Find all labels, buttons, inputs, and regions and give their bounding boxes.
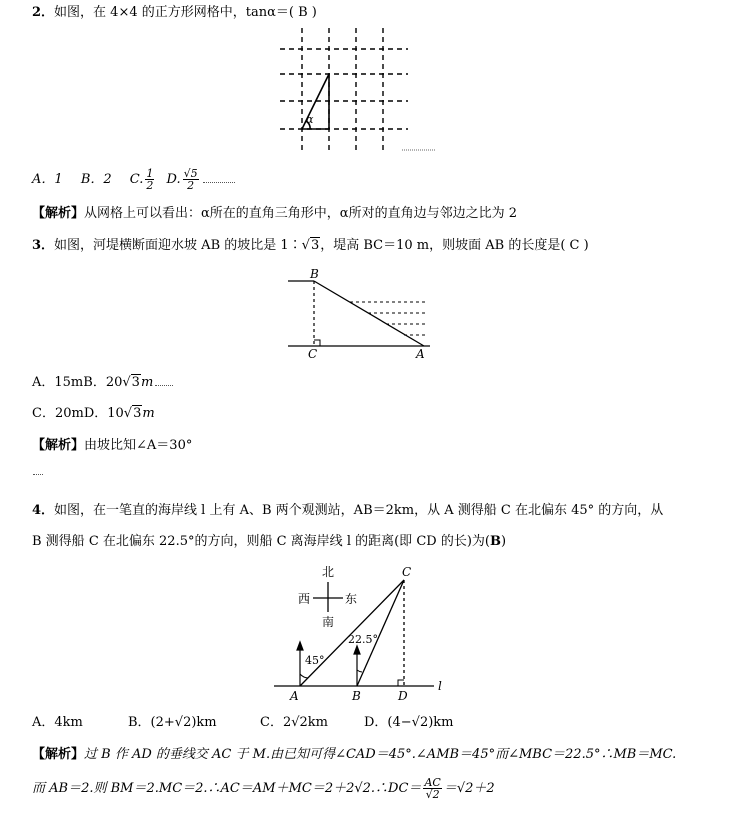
- decorative-squiggle: [33, 474, 43, 475]
- q3-analysis-label: 【解析】: [32, 438, 85, 453]
- q4-analysis-den: √2: [425, 788, 440, 801]
- q4-option-c[interactable]: C．2√2km: [260, 715, 328, 730]
- q2-stem: 如图，在 4×4 的正方形网格中，tanα＝( B ): [54, 5, 317, 20]
- q3-stem-line: 3．如图，河堤横断面迎水坡 AB 的坡比是 1∶√3，堤高 BC＝10 m，则坡面 AB 的长度是( C ): [32, 238, 589, 253]
- q2-opt-c-num: 1: [146, 167, 154, 180]
- q4-label-d: D: [398, 689, 408, 703]
- q3-options-ab: [32, 374, 173, 392]
- q3-analysis: [32, 437, 192, 455]
- q4-coast-figure: [272, 562, 452, 708]
- q4-stem-line-1: [32, 502, 663, 520]
- q3-option-a[interactable]: A．15m: [32, 375, 84, 390]
- q4-option-b[interactable]: B．(2+√2)km: [128, 715, 217, 730]
- q2-alpha-label: α: [306, 113, 314, 126]
- q3-option-c[interactable]: C．20m: [32, 406, 84, 421]
- q3-options-cd: [32, 405, 155, 423]
- q3-stem-a: 如图，河堤横断面迎水坡 AB 的坡比是 1∶: [54, 238, 302, 253]
- q2-option-a[interactable]: A．1: [32, 172, 63, 187]
- q3-label-a: A: [416, 347, 425, 361]
- q3-number: 3．: [32, 238, 55, 253]
- q3-option-d[interactable]: D．10√3m: [83, 406, 155, 421]
- q4-analysis-1: 过 B 作 AD 的垂线交 AC 于 M.由已知可得∠CAD＝45°.∠AMB＝45°而∠MBC＝22.5°∴MB＝MC.: [84, 747, 677, 762]
- q4-stem-1: 如图，在一笔直的海岸线 l 上有 A、B 两个观测站，AB＝2km，从 A 测得船 C 在北偏东 45° 的方向，从: [54, 503, 664, 518]
- q2-analysis: [32, 205, 517, 223]
- q4-answer: B: [489, 534, 501, 549]
- q4-stem-2a: B 测得船 C 在北偏东 22.5°的方向，则船 C 离海岸线 l 的距离(即 CD 的长)为(: [32, 534, 490, 549]
- q4-option-a[interactable]: A．4km: [32, 715, 83, 730]
- q4-option-d[interactable]: D．(4−√2)km: [364, 715, 454, 730]
- q3-stem-b: ，堤高 BC＝10 m，则坡面 AB 的长度是( C ): [320, 238, 589, 253]
- q2-analysis-text: 从网格上可以看出：α所在的直角三角形中，α所对的直角边与邻边之比为 2: [84, 206, 517, 221]
- q4-options: [32, 714, 454, 732]
- q2-options: [32, 165, 235, 195]
- q4-analysis-2b: ＝√2＋2: [443, 781, 495, 796]
- q4-angle-225: 22.5°: [348, 633, 378, 646]
- q4-label-l: l: [438, 679, 442, 693]
- q3-label-c: C: [308, 347, 318, 361]
- q2-option-d[interactable]: D. $\frac{√5}{2}$: [166, 167, 198, 192]
- q2-opt-d-den: 2: [187, 179, 195, 192]
- q4-analysis-label: 【解析】: [32, 747, 85, 762]
- q2-opt-c-den: 2: [146, 179, 154, 192]
- q2-stem-line: [32, 4, 317, 22]
- q4-analysis-2a: 而 AB＝2.则 BM＝2.MC＝2.∴AC＝AM＋MC＝2＋2√2.∴DC＝: [32, 781, 422, 796]
- q3-analysis-text: 由坡比知∠A＝30°: [84, 438, 193, 453]
- q3-stem-sqrt: 3: [310, 238, 320, 253]
- q4-analysis-line-1: [32, 746, 676, 764]
- q4-analysis-num: AC: [424, 776, 441, 789]
- q3-label-b: B: [310, 267, 319, 281]
- q4-west: 西: [298, 592, 311, 606]
- q2-number: 2．: [32, 5, 55, 20]
- q4-stem-line-2: B 测得船 C 在北偏东 22.5°的方向，则船 C 离海岸线 l 的距离(即 CD 的长)为(B): [32, 534, 507, 549]
- q2-analysis-label: 【解析】: [32, 206, 85, 221]
- q4-number: 4．: [32, 503, 55, 518]
- q2-option-c[interactable]: C. $\frac{1}{2}$: [129, 167, 154, 192]
- q3-option-b[interactable]: B．20√3m: [83, 375, 154, 390]
- q4-analysis-line-2: [32, 774, 495, 804]
- q4-east: 东: [345, 592, 358, 606]
- q4-label-b: B: [352, 689, 361, 703]
- q4-south: 南: [322, 615, 335, 629]
- q4-north: 北: [322, 565, 335, 579]
- q3-dam-figure: [288, 266, 438, 362]
- q2-opt-d-num: √5: [183, 167, 198, 180]
- q2-grid-figure: [280, 28, 410, 152]
- q4-label-c: C: [402, 565, 412, 579]
- q4-angle-45: 45°: [305, 654, 325, 667]
- q2-option-b[interactable]: B．2: [80, 172, 112, 187]
- q4-label-a: A: [290, 689, 299, 703]
